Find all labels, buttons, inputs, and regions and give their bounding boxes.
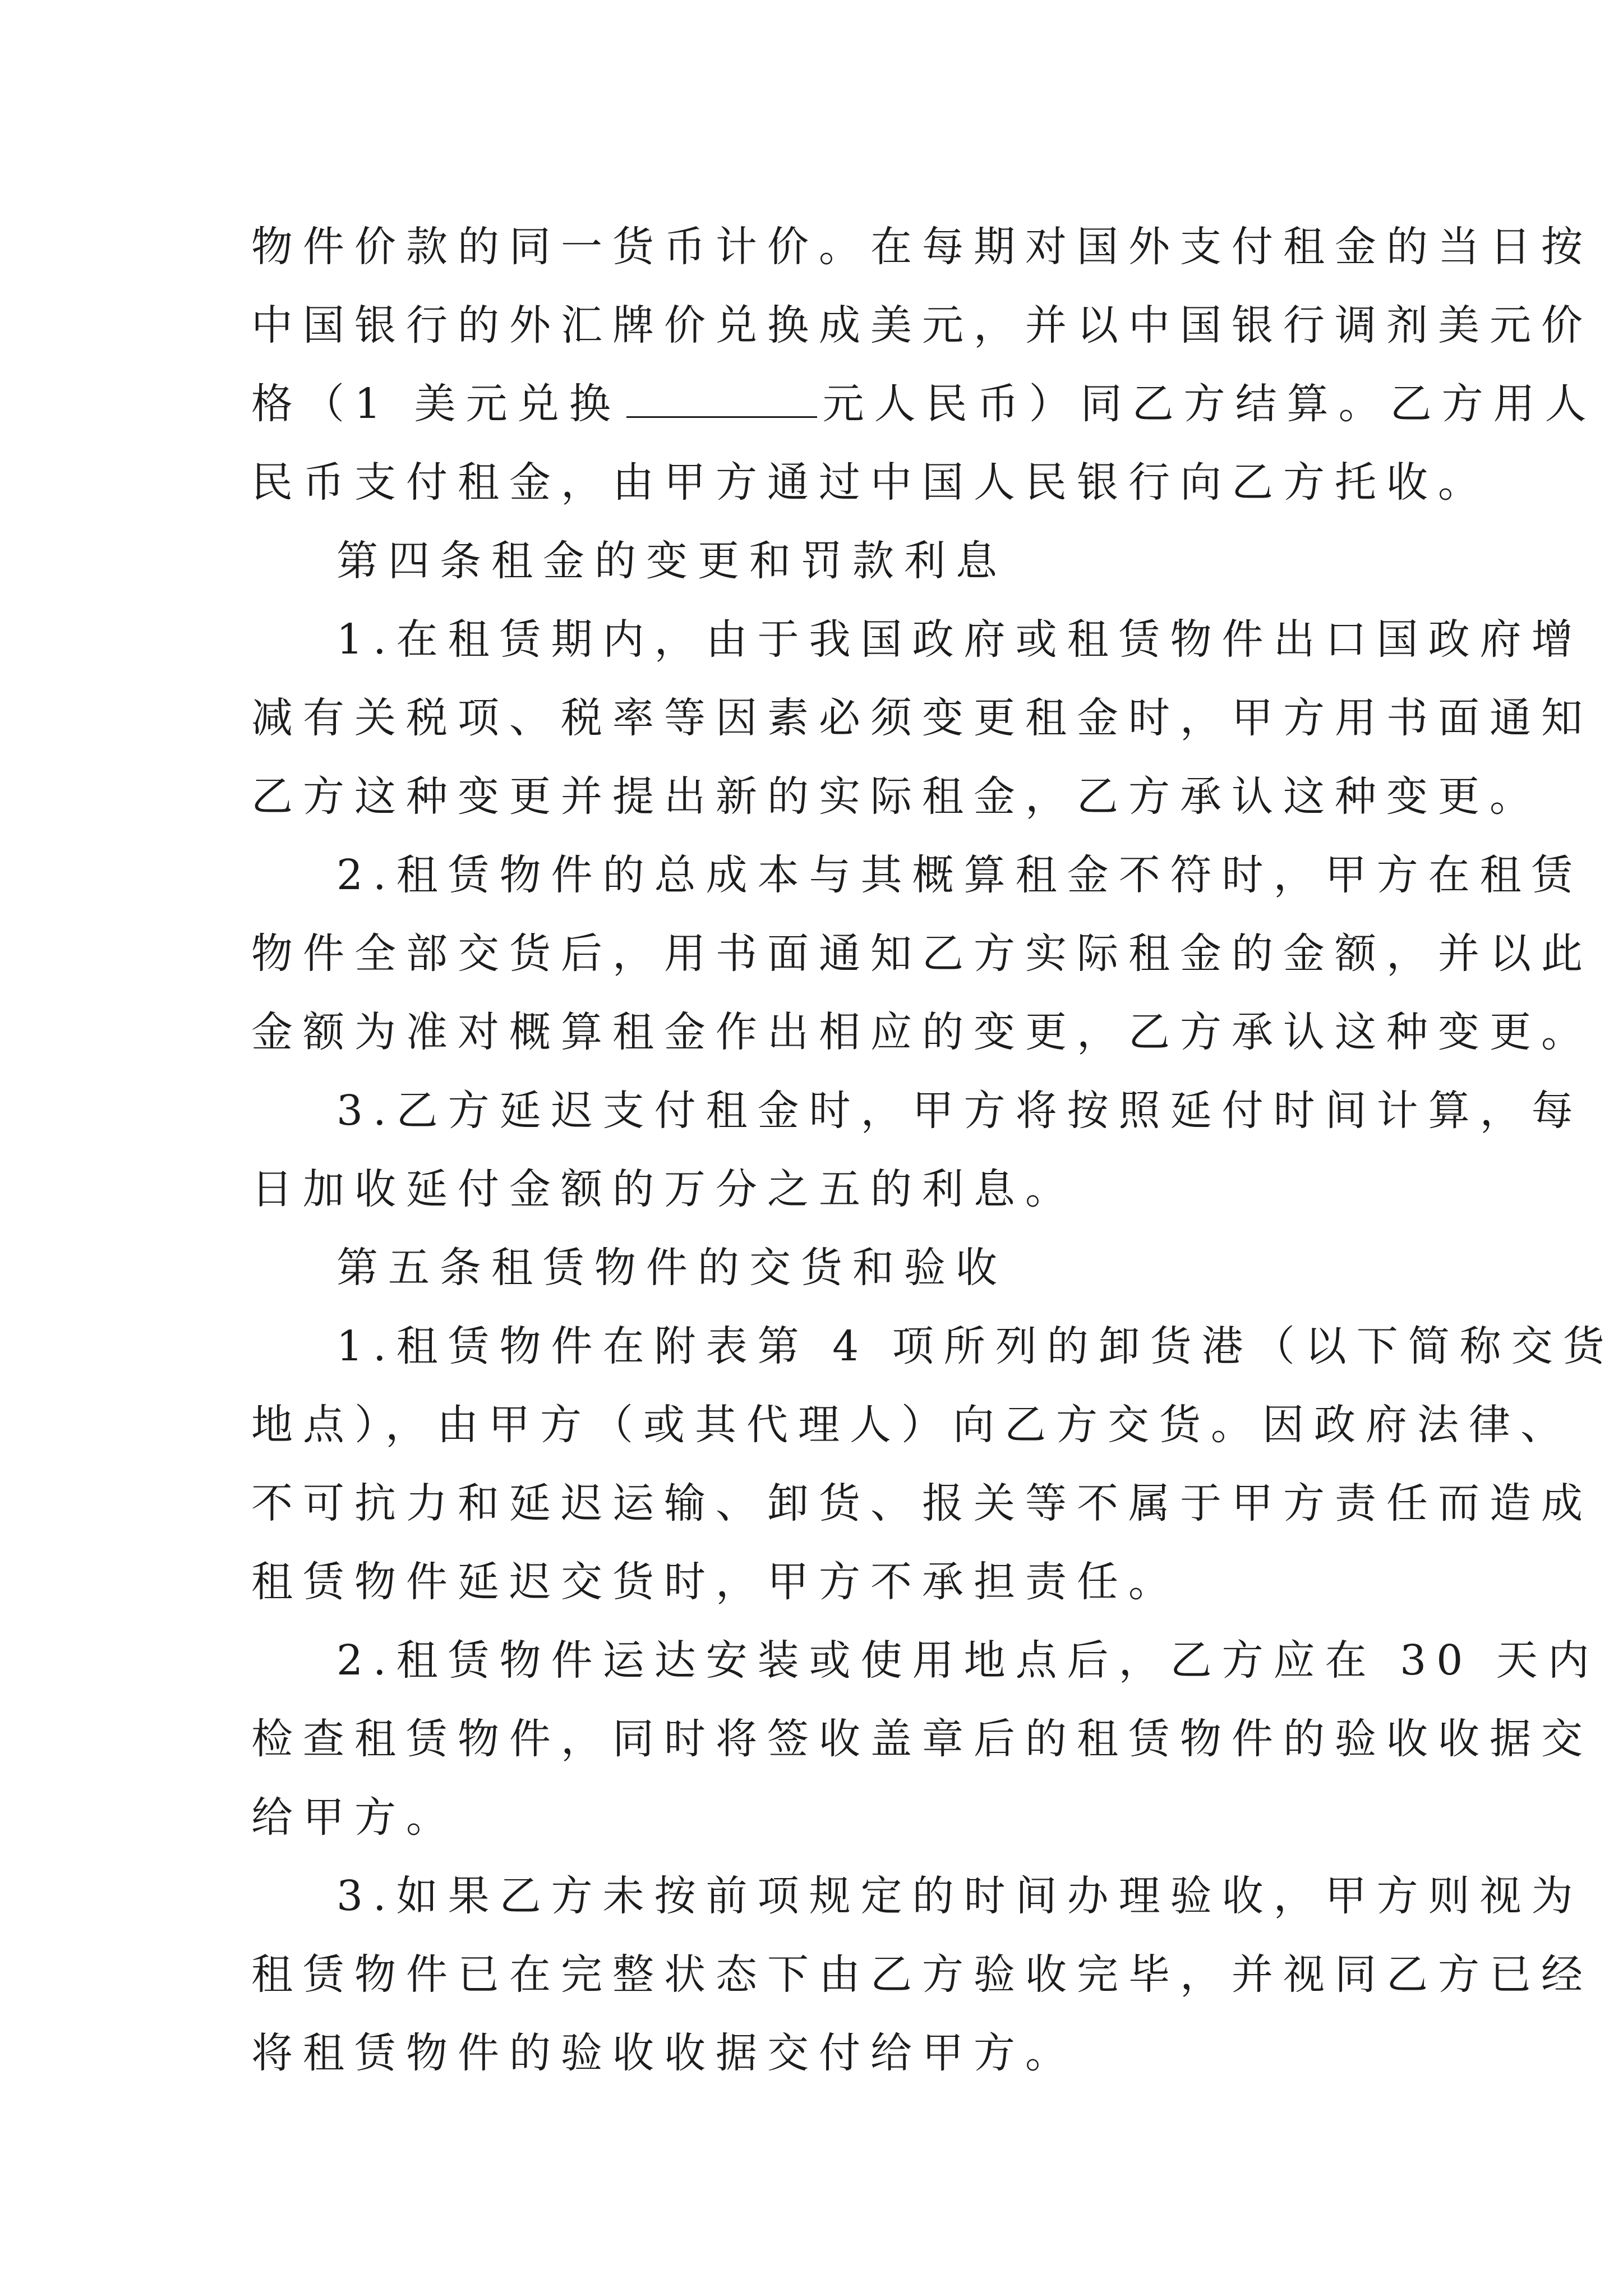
text-line: 给甲方。 (251, 1793, 458, 1842)
text-line: 物件价款的同一货币计价。在每期对国外支付租金的当日按 (251, 223, 1593, 271)
text-line: 1.租赁物件在附表第 4 项所列的卸货港（以下简称交货 (336, 1322, 1615, 1370)
text-line: 物件全部交货后，用书面通知乙方实际租金的金额，并以此 (251, 930, 1593, 978)
text-line: 中国银行的外汇牌价兑换成美元，并以中国银行调剂美元价 (251, 301, 1593, 349)
text-line: 金额为准对概算租金作出相应的变更，乙方承认这种变更。 (251, 1008, 1593, 1056)
text-line: 3.乙方延迟支付租金时，甲方将按照延付时间计算，每 (336, 1087, 1583, 1135)
text-line: 日加收延付金额的万分之五的利息。 (251, 1165, 1077, 1213)
text-line: 减有关税项、税率等因素必须变更租金时，甲方用书面通知 (251, 694, 1593, 742)
text-line: 租赁物件已在完整状态下由乙方验收完毕，并视同乙方已经 (251, 1950, 1593, 1999)
text-line: 3.如果乙方未按前项规定的时间办理验收，甲方则视为 (336, 1872, 1583, 1920)
exchange-rate-text-after: 元人民币）同乙方结算。乙方用人 (822, 380, 1597, 428)
exchange-rate-line (251, 376, 1597, 432)
section-heading: 第五条租赁物件的交货和验收 (336, 1244, 1007, 1292)
exchange-rate-text-before: 格（1 美元兑换 (251, 380, 621, 428)
text-line: 1.在租赁期内，由于我国政府或租赁物件出口国政府增 (336, 615, 1583, 664)
section-heading: 第四条租金的变更和罚款利息 (336, 537, 1007, 585)
text-line: 2.租赁物件的总成本与其概算租金不符时，甲方在租赁 (336, 851, 1583, 899)
exchange-rate-blank (626, 377, 817, 418)
text-line: 检查租赁物件，同时将签收盖章后的租赁物件的验收收据交 (251, 1715, 1593, 1763)
text-line: 地点），由甲方（或其代理人）向乙方交货。因政府法律、 (251, 1401, 1572, 1449)
text-line: 租赁物件延迟交货时，甲方不承担责任。 (251, 1558, 1180, 1606)
text-line: 民币支付租金，由甲方通过中国人民银行向乙方托收。 (251, 458, 1490, 507)
text-line: 将租赁物件的验收收据交付给甲方。 (251, 2029, 1077, 2077)
text-line: 2.租赁物件运达安装或使用地点后，乙方应在 30 天内 (336, 1636, 1599, 1685)
text-line: 乙方这种变更并提出新的实际租金，乙方承认这种变更。 (251, 772, 1541, 821)
text-line: 不可抗力和延迟运输、卸货、报关等不属于甲方责任而造成 (251, 1479, 1593, 1527)
